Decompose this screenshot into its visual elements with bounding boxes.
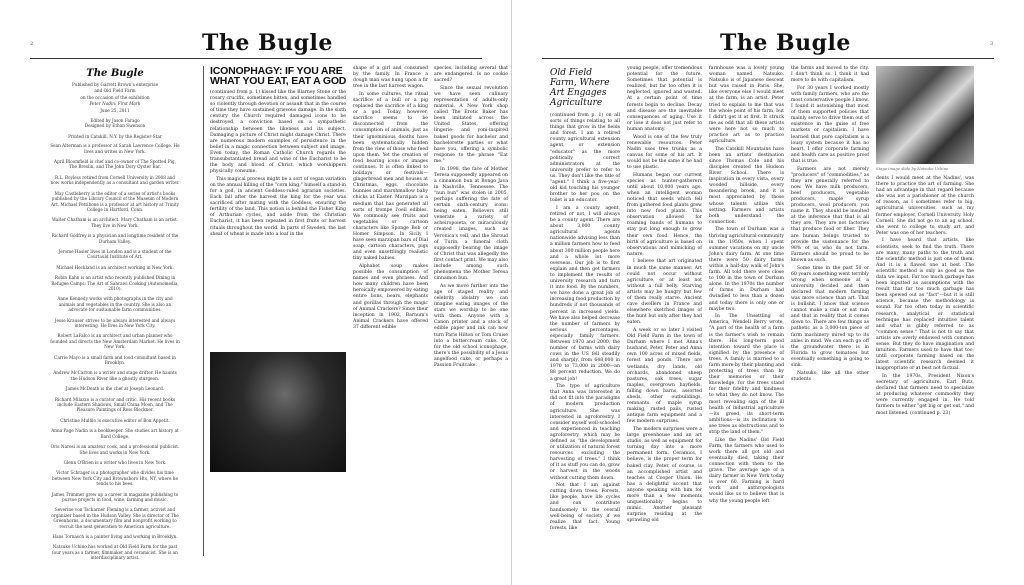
paragraph: The Catskill Mountains have been an artists' destination since Thomas Cole and his disciples created the Hudson River School. There is inspiration in every vista, every wooded hillside, every meandering brook, and it is most appreciated by those whose talents utilize this setting. Farmers and artists both understand the connection.	[709, 146, 784, 225]
right-column-4	[791, 66, 869, 526]
masthead-box-line: Peter Nadin: First Mark	[89, 101, 141, 107]
article-column-2	[353, 66, 428, 526]
masthead: The Bugle	[202, 30, 333, 56]
page-number: 2	[30, 41, 34, 47]
printed-line: Printed in Catskill, N.Y. by the Register-Star	[68, 133, 162, 139]
paragraph: The modern surprises were a large greenhouse and an art studio, as well as equipment for turning day into a more permanent form. Ceramics, I believe, is the proper term for baked clay. Peter, of course, is an accomplished artist and teaches at Cooper Union. He has a delightful accent that anyone speaking with him for more than a few moments unquestionably begins to mimic. Another pleasant surprise residing at the sprawling old	[627, 426, 702, 524]
paragraph: (continued from p. 1) on all sorts of things relating to all things that grow in the fields and forest. I am a retired county agricultural extension agent, or extension "educator" as the more politically correct administrators at the university prefer to refer to us. They don't like the title of "agent." I think a five-year-old kid touching his younger brother to her poo on the toilet is an educator.	[550, 113, 620, 204]
paragraph: shape of a girl and consumed by the family. In France a dough man was hung upon a fir tree in the last harvest wagon.	[353, 66, 428, 90]
contributor-bio: Anne Kennedy works with photographs in the city and animals and vegetables in the country. She is also an advocate for sustainable farm communities.	[57, 296, 173, 313]
contributor-bio: April Bloomfield is chef and co-owner of The Spotted Pig, The Breslin, and The John Dory Oyster Bar.	[54, 159, 176, 170]
paragraph: A week or so later I visited Old Field Farm in the town of Durham where I met Anna's husband, Peter. Peter and Anna own 100 acres of mixed fields, forest and ponds. There are wetlands, dry lands, old orchards, abandoned sheep pastures, oak trees, sugar maples, overgrown hayfields, falling down barns, assorted sheds, other outbuildings, remnants of maple syrup making, rusted pails, rusted antique farm equipment and a few modern surprises.	[627, 327, 702, 425]
paragraph: In The Unsettling of America, Wendell Berry wrote, "A part of the health of a farm is the farmer's wish to remain there. His long-term good intention toward the place is signified by the presence of trees. A family is married to a farm more by their planting and protecting of trees than by their memories or their knowledge, for the trees stand for their fidelity and kindness to what they do not know. The most revealing sign of the ill health of industrial agriculture—its greed, its short-term ambitions—is its inclination to see trees as obstructions and to strip the land of them."	[709, 314, 785, 436]
paragraph: I am a county agent, retired or not, I will always be a county agent. There are about 3,000 county agricultural agents nationwide advising less than a million farmers how to feed about 300 million people here and a whole lot more overseas. Our job is to first explain and then get farmers to implement the results of university research and turn it into food. By the numbers, we have done a great job of increasing food production by hundreds if not thousands of percent in increased yields. We have also helped decrease the number of farmers by serious percentages, especially family farmers. Between 1970 and 2000, the number of farms with dairy cows in the US fell steadily and sharply, from 648,000 in 1970 to 73,000 in 2000—an 88 percent reduction. We do a great job!	[550, 205, 620, 382]
masthead-box	[50, 68, 180, 566]
masthead-box-line: on the occasion of the exhibition	[80, 94, 150, 100]
contributor-bio: James McDeath is the chef at Joseph Leonard.	[65, 386, 165, 392]
paragraph: This magical process might be a sort of vegan variation on the annual killing of the "corn king," himself a stand-in for a god, in ancient Goddess-ruled agrarian societies. Each fall after the harvest the king for the year was sacrificed after mating with the Goddess, ensuring the fertility of the land. This notion is behind the Fisher King of Arthurian cycles, and aside from the Christian Eucharist, it has been repeated in first fruits or harvest rituals throughout the world. In parts of Sweden, the last sheaf of wheat is made into a loaf in the	[210, 176, 346, 237]
paragraph: Wood is one of the few truly renewable resources. Peter Nadin uses tree trunks as a canvas for some of his art. It would not be the same if he had to use plastic.	[627, 134, 702, 170]
masthead-box-line: June 25, 2011	[100, 107, 130, 113]
paragraph: Like the Nadins' Old Field Farm, the farmers who used to work there all got old and eventually died, taking their connection with them to the grave. The average age of a dairy farmer in New York today is over 60. Farming is hard work and anthropologists would like us to believe that is why the young people left	[709, 437, 784, 504]
paragraph: dents I would meet at the Nadins', was there to practice the art of farming. She had an advantage in that regard because she was not a parishioner at the church of reason, as I sometimes refer to big, agricultural universities, such as my former employer, Cornell University. Holy Cornell. She did not go to an ag school, she went to college to study art, and Peter was one of her teachers.	[876, 176, 974, 236]
right-column-5	[876, 176, 974, 526]
contributor-bio: Richard Milazzo is a curator and critic. His recent books include Eastern Shadows, Small China Moon, and The Pleasure Paintings of Ross Bleckner.	[54, 396, 176, 413]
paragraph: As we move further into the age of staged reality and celebrity idolatry we can imagine eating images of the stars we worship to be one with them. Anyone with a Canon printer and a stock of edible paper and ink can now turn Paris Hilton or Tom Cruise into a buttercream cake. Or, for the old school iconophage, there's the possibility of a Jesus angelfood cake, or perhaps a Passion Fruitcake.	[434, 283, 509, 368]
paragraph: the farms and moved to the city. I don't think so. I think it had more to do with capitalism.	[791, 66, 869, 84]
article-headline: ICONOPHAGY: IF YOU ARE WHAT YOU EAT, EAT A GOD	[210, 65, 347, 87]
contributor-bio: Robert LaFalco is an architect and urban planner who founded and directs the New Amsterdam Market. He lives in New York.	[50, 333, 180, 350]
paragraph: Humans began our current species as hunter-gatherers until about 10,000 years ago, when an intelligent woman noticed that seeds which fell from gathered food plants grew into new food plants. This observation allowed for roaming bands of humans to stay put long enough to grow their own food. Hence, the birth of agriculture is based on observations and mimicking of nature.	[627, 172, 702, 257]
paragraph: I have heard that artists, like scientists, seek to find the truth. There are many, many paths to the truth and the scientific method is just one of them. And it is a flawed one at best. The scientific method is only as good as the data we input. Far too much garbage has been inputted as assumptions with the result that far too much garbage has been spewed out as "fact"—but it is still science, because the methodology is sound. Far too often today in scientific research, analytical or statistical technique has replaced intuitive talent and what is glibly referred to as "common sense." That is not to say that artists are overly endowed with common sense. But they do have imagination and intuition. Farmers used to have that too, until corporate farming based on the latest scientific research deemed it inappropriate or at best not factual.	[876, 238, 974, 372]
column-divider	[203, 66, 204, 556]
photo-caption: Stage image slide by Natsuko Uchino	[876, 166, 949, 171]
contributor-bio: Richard Godfrey is a physician and longtime resident of the Durham Valley.	[51, 233, 179, 244]
contributor-bio: James Trimmer grew up a career in magazine publishing to pursue projects in food, wine, farming and music.	[51, 491, 179, 502]
contributor-bio: Glenn O'Brien is a writer who lives in New York.	[63, 459, 167, 465]
contributor-bio: Oris Naresi is an amateur cook, and a professional publicist. She lives and works in New York.	[50, 444, 180, 455]
contributor-bio: Christine Mullilo is executive editor of Bon Appetit.	[60, 417, 170, 423]
header-rule	[30, 58, 482, 59]
right-column-1	[550, 113, 620, 531]
contributor-bio: Natsuko Uchino has worked at Old Field Farm for the past four years as a farmer, filmmaker and ceramicist. She is an interdisciplinary artist.	[52, 544, 178, 561]
contributor-bio: Michael Heckland is an architect working in New York.	[56, 264, 174, 270]
article-photo	[210, 352, 346, 472]
paragraph: For 30 years I worked mostly with family farmers, who are the most conservative people I know. I found it astonishing that most of them supported policies that mainly serve to drive them out of existence in the guise of free markets or capitalism. I have learned that pure capitalism is a lousy system because it has no heart. I offer corporate farming and health care as positive proof that is true.	[791, 85, 869, 164]
masthead-box-line: Published by Garrett Brown's enterprise	[71, 82, 159, 87]
credit-line: Designed by Ethan Swenson	[84, 123, 146, 129]
contributor-bio: Jesse Krauser strives to be always interested and always interesting. He lives in New York City.	[54, 317, 176, 328]
contributor-bio: Carrie Mayo is a small farm and food consultant based in Brooklyn.	[54, 354, 176, 366]
masthead: The Bugle	[720, 30, 851, 56]
contributor-bio: R.L. Boyless retired from Cornell University in 2008 and now works independently as a consultant and garden writer.	[50, 174, 180, 186]
article-title: Old Field Farm, Where Art Engages Agriculture	[550, 68, 610, 108]
contributor-bio: Hans Tornasch is a painter living and working in Brooklyn.	[52, 533, 178, 539]
contributor-bio: Severine von Tscharner Fleming is a farmer, activist and organizer based in the Hudson Valley. She is director of The Greenhorns, a documentary film and nonprofit working to recruit the next generation to American agriculture.	[51, 507, 179, 529]
article-column-3	[434, 66, 508, 526]
paragraph: Some time in the past 50 or 60 years something went terribly wrong when someone at a university decided and then declared that modern farming was more science than art. That is bullshit. I know that science cannot make a rain or eat rain and that in reality that it comes down to. There are few things as pathetic as a 3,000-ton piece of farm machinery mired up to its axles in mud. We can each go off the groundwater there is in Florida to grow tomatoes but eventually something is going to sink.	[791, 265, 869, 368]
contributor-bio: May Castleberry is the editor of a series of artist's books published by the Library Council of the Museum of Modern Art. Michael Pettibone is a professor at art history at Trinity College in Hartford, Conn.	[50, 190, 180, 212]
farm-photo	[876, 66, 974, 164]
paragraph: Not that I am against cutting down trees. Forests, like people, have life cycles and can contribute handsomely to the overall well-being of society if we realize that fact. Young forests, like	[550, 483, 620, 531]
masthead-box-title: The Bugle	[86, 68, 144, 79]
paragraph: The town of Durham was a thriving agricultural community in the 1950s, when I spent summer vacations on my uncle John's dairy farm. At one time there were 50 dairy farms within a half-day walk of John's farm. All told there were close to 100 in the town of Durham alone. In the 1970s the number of farms in Durham had dwindled to less than a dozen and today there is only one or maybe two.	[709, 227, 784, 312]
page-number: 3	[990, 41, 994, 47]
paragraph: Farmers are not merely "producers" of "commodities," as they are generally referred to now. We have milk producers, beef producers, vegetable producers, maple syrup producers, wool producers, you name it. They should be insulted at the inference that that is all they are. They are not factories that produce food or fiber. They are human beings trusted to provide the sustenance for the 98% of us who do not farm. Farmers should be proud to be known as such.	[791, 166, 869, 263]
contributor-bio: Robin Kahn is an artist who recently published Dining in Refugee Camps: The Art of Sahrawi Cooking (Autonomedia, 2010).	[51, 275, 179, 291]
contributors-list	[50, 143, 180, 560]
contributor-bio: Sean Alterman is a professor at Sarah Lawrence College. He lives and writes in New York.	[50, 143, 180, 154]
paragraph: In the 1970s, President Nixon's secretary of agriculture, Earl Butz, declared that farmers need to specialize at producing whatever commodity they were currently engaged in. He told farmers to either "get big or get out," and most listened. (continued p. 23)	[876, 374, 974, 416]
paragraph: species, including several that are endangered. Is no cookie sacred?	[434, 66, 508, 84]
masthead-box-line: and Old Field Farm	[94, 88, 136, 94]
paragraph: (continued from p. 1) kissed like the Blarney Stone or the rosary crucifix, sometimes bitten, and sometimes handled so violently through devotion or assault that in the course of time they have sustained grievous damage. In the sixth century the Church required damaged icons to be destroyed, a conviction based on a sympathetic relationship between the likeness and its subject. Damaging a picture of Christ might damage Christ. There are numerous modern examples of persistence in the belief in a magic connection between subject and image. Even today, the Roman Catholic Church regards the transubstantiated bread and wine of the Eucharist to be the body and blood of Christ, which worshippers physically consume.	[210, 90, 346, 175]
contributor-bio: Andrew McCarron is a writer and stage drifter. He haunts the Hudson River like a ghostly sturgeon.	[53, 370, 177, 381]
article-column-1	[210, 90, 346, 348]
paragraph: young people, offer tremendous potential for the future. Sometimes that potential is realized, but far too often it is neglected, ignored and wasted. At a certain point of time forests begin to decline. Decay and disease are the inevitable consequences of aging. Use it or lose it does not just refer to human anatomy.	[627, 66, 702, 132]
paragraph: The type of agriculture that Anna was interested in did not fit into the paradigms of modern production agriculture. She was interested in agroforestry. I consider myself well-schooled and experienced in teaching agroforestry, which may be defined as "the development or utilization of natural forest resources excluding the harvesting of trees." I think of it as stuff you can do, grow or harvest in the woods without cutting them down.	[550, 384, 620, 481]
right-column-3	[709, 66, 784, 526]
paragraph: Since the sexual revolution we have seen culinary representation of adults-only material. A New York shop called The Erotic Baker has been imitated across the United States, offering lingerie- and yoni-inspired baked goods for bachelor and bachelorette parties or what have you, offering a symbolic response to the phrase "Eat me."	[434, 85, 508, 164]
paragraph: farmhouse was a lovely young woman named Natsuko. Natsuko is of Japanese descent but was raised in Paris. She, like everyone else I would meet at the farm, is an artist. Peter tried to explain to me that was the whole point of his farm, but I didn't get it at first. It struck me as odd that all these artists were here not so much to practice art as to practice agriculture.	[709, 66, 784, 145]
contributor-bio: Anna Page Nadin is a bookkeeper. She studies art history at Bard College.	[51, 428, 179, 439]
paragraph: In some cultures, the ritual sacrifice of a bull or a pig replaced the sacrifice of a king or a god. Today, however, sacrifice seems to be disconnected from the consumption of animals, just as their ignominious deaths have been systematically hidden from the view of those who feed upon them. Yet the creation of food bearing icons or images continues. It is often linked to holidays or festivals—gingerbread men and houses at Christmas, eggs, chocolate bunnies and marshmallow baby chicks at Easter. Marzipan is a medium that has generated all sorts of trompe l'oeil edibles. We commonly see fruits and vegetables or cartoon characters like Sponge Bob or Homer Simpson. In Sicily I have seen marzipan bars of Dial soap, cartoon characters, pigs and even unsettlingly realistic tiny naked babies.	[353, 91, 428, 262]
paragraph: Alphabet soup makes possible the consumption of names and even phrases. And how many children have been heroically empowered by eating entire lions, bears, elephants and gorillas through the magic of Animal Crackers? Since their inception in 1902, Barnum's Animal Crackers have offered 37 different edible	[353, 264, 428, 330]
contributor-bio: Walter Chatham is an architect. Mary Chatham is an artist. They live in New York.	[51, 217, 178, 228]
paragraph: I believe that art originated in much the same manner. Art could not occur without agriculture, or at least not without a full belly. Starving artists may be hungry but few of them really starve. Ancient cave dwellers in France and elsewhere sketched images of the hunt but only after they had eaten.	[627, 259, 702, 326]
credit-line: Edited by Jason Farago	[90, 118, 140, 124]
paragraph: Natsuko, like all the other students	[791, 370, 869, 382]
contributor-bio: Victor Schrager is a photographer who divides his time between New York City and Brownsboro Hts, NY, where he tends to his bees.	[52, 470, 178, 487]
header-rule	[542, 58, 994, 59]
paragraph: In 1998, the face of Mother Teresa supposedly appeared on a cinnamon bun at Bongo Java in Nashville, Tennessee. The "nun bun" was stolen in 2005, perhaps suffering the fate of certain sixth-century icons: being eaten. Believers still venerate a variety of acheiropoieta, or miraculously created images, such as Veronica's veil, and the Shroud of Turin, a funeral cloth supposedly bearing the image of Christ that was allegedly the first contact print. We may also include among such phenomena the Mother Teresa cinnamon bun.	[434, 166, 508, 282]
right-column-2	[627, 66, 702, 526]
contributor-bio: Jerome Hasler lives in London and is a student of the Courtauld Institute of Art.	[58, 248, 172, 260]
